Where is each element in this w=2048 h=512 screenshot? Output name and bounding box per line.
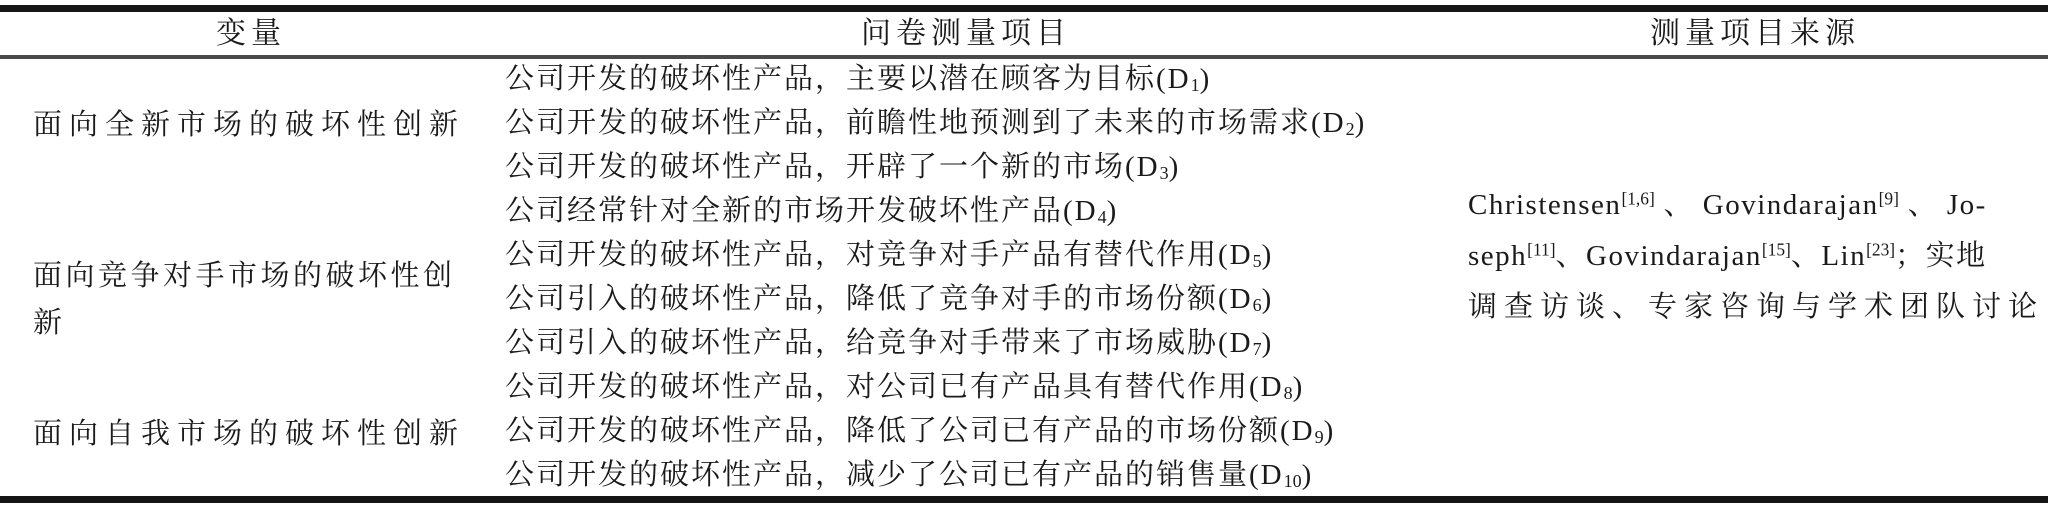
table-row: 公司开发的破坏性产品，减少了公司已有产品的销售量$(D_{10})$ [505,459,1314,492]
sources-cell [1468,180,2048,333]
table-top-rule [0,5,2048,12]
source-line: 调查访谈、专家咨询与学术团队讨论 [1468,291,2045,323]
source-line: Christensen[1,6] 、 Govindarajan[9] 、 Jo- [1468,188,1987,221]
header-measure-items: 问卷测量项目 [861,17,1071,50]
header-item-sources: 测量项目来源 [1650,17,1860,50]
table-row: 公司开发的破坏性产品，开辟了一个新的市场$(D_3)$ [505,151,1181,184]
table-row: 公司经常针对全新的市场开发破坏性产品$(D_4)$ [505,195,1119,228]
table-row: 公司开发的破坏性产品，对公司已有产品具有替代作用$(D_8)$ [505,371,1305,404]
header-variable: 变量 [216,17,286,50]
table-row: 公司开发的破坏性产品，降低了公司已有产品的市场份额$(D_9)$ [505,415,1336,448]
table-row: 公司开发的破坏性产品，主要以潜在顾客为目标$(D_1)$ [505,63,1212,96]
source-line: seph[11]、Govindarajan[15]、Lin[23]；实地 [1468,239,1987,272]
group-label-competitor-market: 面向竞争对手市场的破坏性创新 [33,260,456,339]
group-label-new-market: 面向全新市场的破坏性创新 [33,109,466,141]
table-row: 公司开发的破坏性产品，前瞻性地预测到了未来的市场需求$(D_2)$ [505,107,1367,140]
table-row: 公司引入的破坏性产品，给竞争对手带来了市场威胁$(D_7)$ [505,327,1274,360]
table-row: 公司开发的破坏性产品，对竞争对手产品有替代作用$(D_5)$ [505,239,1274,272]
table-bottom-rule [0,496,2048,503]
group-label-self-market: 面向自我市场的破坏性创新 [33,418,466,450]
table-row: 公司引入的破坏性产品，降低了竞争对手的市场份额$(D_6)$ [505,283,1274,316]
